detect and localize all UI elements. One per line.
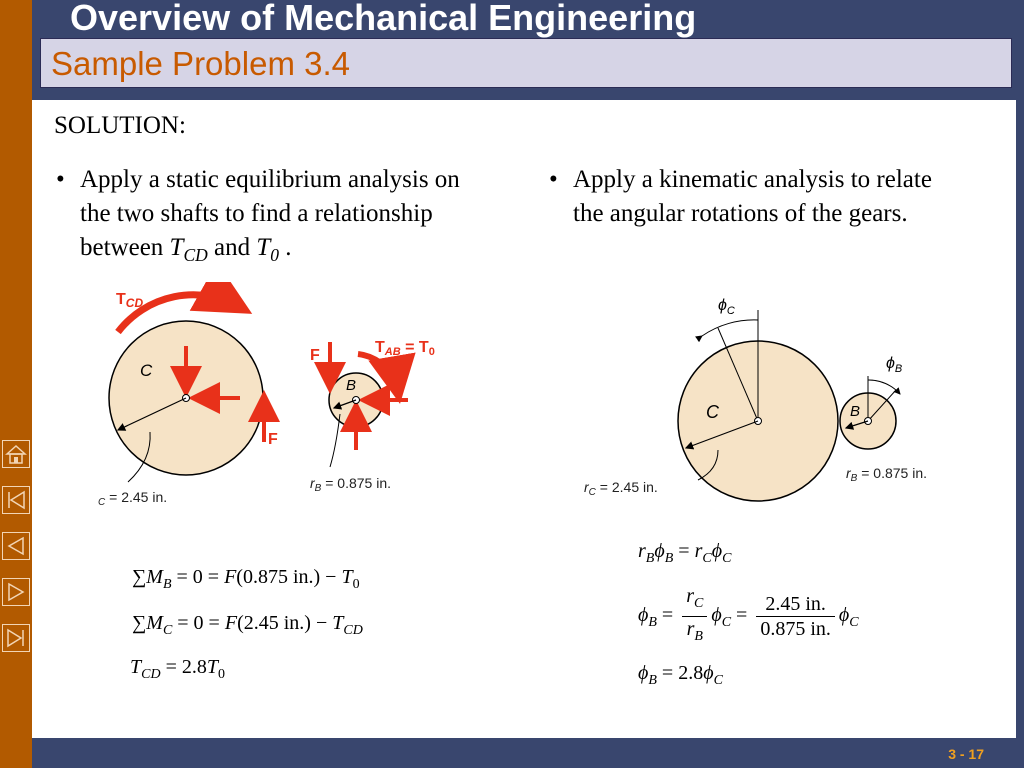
equation-arc-length: $r_B\phi_B = r_C\phi_C$ — [638, 540, 732, 566]
solution-label: SOLUTION: — [54, 112, 186, 139]
first-slide-button[interactable] — [2, 486, 30, 514]
tcd-label: TCD — [116, 291, 144, 310]
last-slide-button[interactable] — [2, 624, 30, 652]
radius-b-kinematic-label: $r_B = 0.875$ in. — [846, 465, 928, 484]
tab-label: TAB = T0 — [375, 339, 435, 358]
slide-title-box — [40, 38, 1012, 88]
home-icon — [3, 441, 29, 467]
kinematic-diagram — [578, 290, 978, 510]
home-button[interactable] — [2, 440, 30, 468]
force-f-label-gear-b: F — [310, 347, 320, 364]
bullet-left-line3: between $T_{CD}$ and $T_0$ . — [80, 234, 292, 265]
slide-title: Sample Problem 3.4 — [51, 45, 350, 82]
last-slide-icon — [3, 625, 29, 651]
bullet-left-line2: the two shafts to find a relationship — [80, 200, 433, 227]
radius-c-kinematic-label: $r_C = 2.45$ in. — [584, 479, 658, 498]
bullet-left-line1: Apply a static equilibrium analysis on — [80, 166, 460, 193]
bullet-dot: • — [549, 166, 558, 193]
phi-c-arc — [702, 320, 758, 336]
footer-bar — [32, 738, 1024, 768]
numeric-fraction: $\frac{2.45 in.}{0.875 in.}$ — [756, 592, 835, 641]
next-slide-button[interactable] — [2, 578, 30, 606]
bullet-right-line1: Apply a kinematic analysis to relate — [573, 166, 932, 193]
radius-c-label: $_C$ = 2.45 in. — [98, 489, 168, 508]
equation-phi-b-result: $\phi_B = 2.8\phi_C$ — [638, 662, 723, 688]
prev-slide-icon — [3, 533, 29, 559]
phi-c-label: $\phi_C$ — [718, 297, 735, 317]
page-number: 3 - 17 — [948, 746, 984, 762]
right-border — [1016, 100, 1024, 740]
phi-b-arc — [868, 380, 900, 394]
phi-b-label: $\phi_B$ — [886, 355, 903, 375]
prev-slide-button[interactable] — [2, 532, 30, 560]
gear-b-kinematic-label: B — [850, 403, 861, 420]
equation-tcd-result: $T_{CD} = 2.8T_0$ — [130, 656, 225, 682]
gear-b-label: B — [346, 377, 357, 394]
equation-phi-b-ratio: $\phi_B$ = $\frac{r_C}{r_B}$ $\phi_C$ = $\frac{2.45 in.}{0.875 in.}$ $\phi_C$ — [638, 584, 859, 649]
ratio-fraction: $\frac{r_C}{r_B}$ — [682, 584, 707, 649]
force-f-label-gear-c: F — [268, 431, 278, 448]
course-title: Overview of Mechanical Engineering — [70, 0, 697, 38]
equation-moment-c: $\sum M_C = 0 = F(2.45$ $in.) - T_{CD}$ — [132, 612, 363, 638]
bullet-dot: • — [56, 166, 65, 193]
bullet-static-equilibrium — [56, 163, 540, 272]
free-body-diagram — [90, 282, 450, 512]
gear-c-kinematic-label: C — [706, 402, 719, 422]
first-slide-icon — [3, 487, 29, 513]
next-slide-icon — [3, 579, 29, 605]
gear-c-label: C — [140, 361, 153, 380]
equation-moment-b: $\sum M_B = 0 = F(0.875$ $in.) - T_0$ — [132, 566, 360, 592]
radius-b-leader — [330, 414, 340, 467]
bullet-kinematic-analysis — [549, 163, 1003, 231]
radius-b-label: $r_B = 0.875$ in. — [310, 475, 392, 494]
bullet-right-line2: the angular rotations of the gears. — [573, 200, 908, 227]
